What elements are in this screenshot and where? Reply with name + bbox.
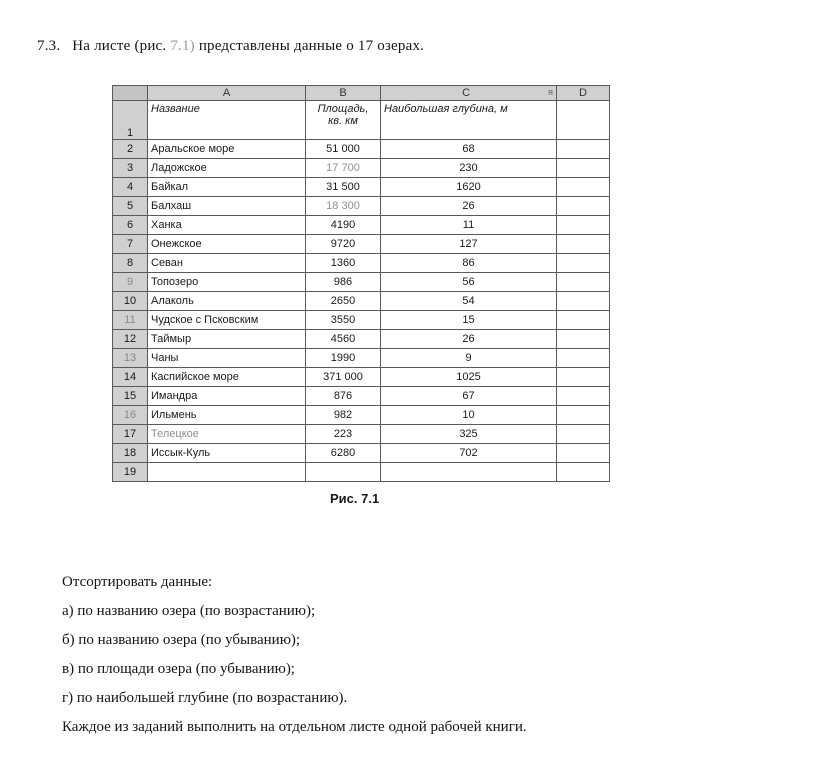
table-row bbox=[113, 197, 610, 216]
lake-depth-cell[interactable]: 68 bbox=[381, 140, 557, 159]
empty-cell[interactable] bbox=[557, 311, 610, 330]
lake-depth-cell[interactable]: 1620 bbox=[381, 178, 557, 197]
column-header-c-suffix: я bbox=[548, 87, 553, 97]
header-name-cell[interactable]: Название bbox=[148, 101, 306, 140]
lakes-spreadsheet bbox=[112, 85, 610, 482]
lake-name-cell[interactable]: Байкал bbox=[148, 178, 306, 197]
lake-area-cell[interactable]: 6280 bbox=[306, 444, 381, 463]
lake-area-cell[interactable]: 371 000 bbox=[306, 368, 381, 387]
lake-name-cell[interactable]: Иссык-Куль bbox=[148, 444, 306, 463]
table-row bbox=[113, 178, 610, 197]
lake-area-cell[interactable]: 876 bbox=[306, 387, 381, 406]
empty-cell[interactable] bbox=[557, 197, 610, 216]
header-area-line1: Площадь, bbox=[317, 103, 369, 115]
row-header[interactable]: 17 bbox=[113, 425, 148, 444]
lake-area-cell[interactable]: 4560 bbox=[306, 330, 381, 349]
header-depth-cell[interactable]: Наибольшая глубина, м bbox=[381, 101, 557, 140]
header-area-line2: кв. км bbox=[328, 115, 358, 127]
table-row bbox=[113, 368, 610, 387]
lake-depth-cell[interactable]: 702 bbox=[381, 444, 557, 463]
table-row bbox=[113, 254, 610, 273]
row-header[interactable]: 2 bbox=[113, 140, 148, 159]
empty-cell[interactable] bbox=[557, 101, 610, 140]
lake-depth-cell[interactable]: 67 bbox=[381, 387, 557, 406]
empty-cell[interactable] bbox=[557, 330, 610, 349]
lake-depth-cell[interactable]: 26 bbox=[381, 197, 557, 216]
column-header-b[interactable]: B bbox=[306, 86, 381, 101]
empty-cell[interactable] bbox=[557, 349, 610, 368]
row-header[interactable]: 9 bbox=[113, 273, 148, 292]
lake-area-cell[interactable]: 18 300 bbox=[306, 197, 381, 216]
row-header[interactable]: 13 bbox=[113, 349, 148, 368]
instructions-intro: Отсортировать данные: bbox=[62, 574, 213, 590]
instruction-item: в) по площади озера (по убыванию); bbox=[62, 661, 295, 677]
lake-area-cell[interactable]: 9720 bbox=[306, 235, 381, 254]
header-area-cell[interactable] bbox=[306, 101, 381, 140]
table-row bbox=[113, 349, 610, 368]
select-all-corner[interactable] bbox=[113, 86, 148, 101]
column-header-row bbox=[113, 86, 610, 101]
table-row bbox=[113, 159, 610, 178]
lake-name-cell[interactable]: Таймыр bbox=[148, 330, 306, 349]
empty-cell[interactable] bbox=[557, 368, 610, 387]
task-number: 7.3. bbox=[37, 38, 61, 54]
row-header[interactable]: 14 bbox=[113, 368, 148, 387]
lake-name-cell[interactable]: Топозеро bbox=[148, 273, 306, 292]
row-header[interactable]: 8 bbox=[113, 254, 148, 273]
table-row bbox=[113, 292, 610, 311]
table-row bbox=[113, 216, 610, 235]
column-header-d[interactable]: D bbox=[557, 86, 610, 101]
lake-area-cell[interactable]: 3550 bbox=[306, 311, 381, 330]
instruction-item: б) по названию озера (по убыванию); bbox=[62, 632, 301, 648]
lake-name-cell[interactable]: Ханка bbox=[148, 216, 306, 235]
lake-depth-cell[interactable]: 9 bbox=[381, 349, 557, 368]
lake-area-cell[interactable]: 1990 bbox=[306, 349, 381, 368]
empty-cell[interactable] bbox=[557, 425, 610, 444]
row-header[interactable]: 10 bbox=[113, 292, 148, 311]
lake-depth-cell[interactable]: 10 bbox=[381, 406, 557, 425]
column-header-a[interactable]: A bbox=[148, 86, 306, 101]
row-header[interactable]: 6 bbox=[113, 216, 148, 235]
lake-name-cell[interactable]: Чаны bbox=[148, 349, 306, 368]
row-header[interactable]: 18 bbox=[113, 444, 148, 463]
lake-name-cell[interactable]: Телецкое bbox=[148, 425, 306, 444]
table-row bbox=[113, 425, 610, 444]
lake-depth-cell[interactable]: 54 bbox=[381, 292, 557, 311]
table-row bbox=[113, 387, 610, 406]
task-text-after: представлены данные о 17 озерах. bbox=[198, 38, 425, 54]
lake-name-cell[interactable]: Аральское море bbox=[148, 140, 306, 159]
lake-depth-cell[interactable]: 11 bbox=[381, 216, 557, 235]
row-header[interactable]: 3 bbox=[113, 159, 148, 178]
empty-cell[interactable] bbox=[557, 235, 610, 254]
lake-name-cell[interactable]: Каспийское море bbox=[148, 368, 306, 387]
empty-cell[interactable] bbox=[557, 254, 610, 273]
row-header[interactable]: 16 bbox=[113, 406, 148, 425]
row-header[interactable]: 5 bbox=[113, 197, 148, 216]
figure-reference: 7.1) bbox=[170, 38, 195, 54]
empty-cell[interactable] bbox=[557, 444, 610, 463]
table-row bbox=[113, 444, 610, 463]
lake-name-cell[interactable]: Ильмень bbox=[148, 406, 306, 425]
header-row bbox=[113, 101, 610, 140]
empty-cell[interactable] bbox=[557, 406, 610, 425]
column-header-c[interactable] bbox=[381, 86, 557, 101]
lake-area-cell[interactable]: 31 500 bbox=[306, 178, 381, 197]
empty-cell[interactable] bbox=[557, 140, 610, 159]
row-header[interactable]: 7 bbox=[113, 235, 148, 254]
lake-depth-cell[interactable]: 26 bbox=[381, 330, 557, 349]
lake-name-cell[interactable]: Имандра bbox=[148, 387, 306, 406]
lake-depth-cell[interactable]: 325 bbox=[381, 425, 557, 444]
table-row bbox=[113, 330, 610, 349]
lake-area-cell[interactable]: 986 bbox=[306, 273, 381, 292]
lake-name-cell[interactable]: Чудское с Псковским bbox=[148, 311, 306, 330]
lake-area-cell[interactable]: 223 bbox=[306, 425, 381, 444]
row-header[interactable]: 1 bbox=[113, 101, 148, 140]
lake-depth-cell[interactable] bbox=[381, 463, 557, 482]
row-header[interactable]: 11 bbox=[113, 311, 148, 330]
lake-area-cell[interactable]: 1360 bbox=[306, 254, 381, 273]
table-row bbox=[113, 463, 610, 482]
figure-caption: Рис. 7.1 bbox=[330, 491, 380, 506]
task-heading bbox=[37, 38, 424, 55]
empty-cell[interactable] bbox=[557, 292, 610, 311]
task-text-before: На листе (рис. bbox=[72, 38, 167, 54]
lake-area-cell[interactable]: 51 000 bbox=[306, 140, 381, 159]
row-header[interactable]: 15 bbox=[113, 387, 148, 406]
instruction-item: г) по наибольшей глубине (по возрастанию). bbox=[62, 690, 348, 706]
empty-cell[interactable] bbox=[557, 178, 610, 197]
table-row bbox=[113, 273, 610, 292]
empty-cell[interactable] bbox=[557, 159, 610, 178]
lake-name-cell[interactable]: Онежское bbox=[148, 235, 306, 254]
table-row bbox=[113, 406, 610, 425]
empty-cell[interactable] bbox=[557, 216, 610, 235]
row-header[interactable]: 12 bbox=[113, 330, 148, 349]
table-row bbox=[113, 311, 610, 330]
empty-cell[interactable] bbox=[557, 273, 610, 292]
empty-cell[interactable] bbox=[557, 463, 610, 482]
lake-depth-cell[interactable]: 86 bbox=[381, 254, 557, 273]
lake-area-cell[interactable]: 982 bbox=[306, 406, 381, 425]
table-row bbox=[113, 140, 610, 159]
lake-area-cell[interactable]: 17 700 bbox=[306, 159, 381, 178]
lake-depth-cell[interactable]: 230 bbox=[381, 159, 557, 178]
empty-cell[interactable] bbox=[557, 387, 610, 406]
column-header-c-label: C bbox=[462, 87, 471, 99]
lake-name-cell[interactable]: Балхаш bbox=[148, 197, 306, 216]
lake-name-cell[interactable]: Севан bbox=[148, 254, 306, 273]
row-header[interactable]: 4 bbox=[113, 178, 148, 197]
lake-name-cell[interactable]: Алаколь bbox=[148, 292, 306, 311]
row-header[interactable]: 19 bbox=[113, 463, 148, 482]
table-row bbox=[113, 235, 610, 254]
instructions-closing: Каждое из заданий выполнить на отдельном листе одной рабочей книги. bbox=[62, 719, 527, 735]
instruction-item: а) по названию озера (по возрастанию); bbox=[62, 603, 316, 619]
lake-depth-cell[interactable]: 15 bbox=[381, 311, 557, 330]
lake-depth-cell[interactable]: 56 bbox=[381, 273, 557, 292]
lake-area-cell[interactable]: 4190 bbox=[306, 216, 381, 235]
lake-depth-cell[interactable]: 1025 bbox=[381, 368, 557, 387]
lake-name-cell[interactable] bbox=[148, 463, 306, 482]
lake-depth-cell[interactable]: 127 bbox=[381, 235, 557, 254]
lake-area-cell[interactable]: 2650 bbox=[306, 292, 381, 311]
lake-area-cell[interactable] bbox=[306, 463, 381, 482]
lake-name-cell[interactable]: Ладожское bbox=[148, 159, 306, 178]
